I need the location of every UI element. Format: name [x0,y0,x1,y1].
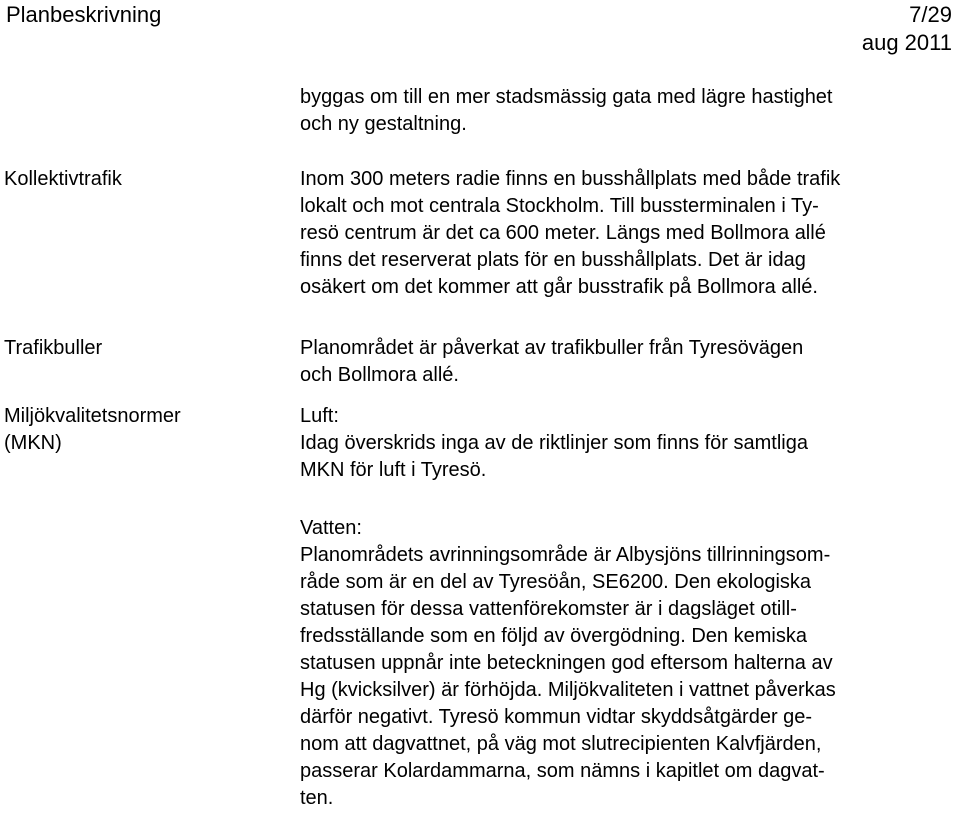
text-line: därför negativt. Tyresö kommun vidtar skyddsåtgärder ge- [300,706,813,728]
text-line: statusen för dessa vattenförekomster är i dagsläget otill- [300,598,797,620]
vatten-heading: Vatten: [300,517,362,539]
paragraph-vatten [300,515,956,812]
paragraph-intro [300,84,956,138]
document-date: aug 2011 [861,30,952,55]
paragraph-kollektivtrafik [300,166,956,301]
text-line: lokalt och mot centrala Stockholm. Till bussterminalen i Ty- [300,195,819,217]
sidebar-heading-mkn-line-2: (MKN) [4,432,62,454]
sidebar-heading-trafikbuller: Trafikbuller [4,337,103,359]
text-line: Planområdets avrinningsområde är Albysjöns tillrinningsom- [300,544,831,566]
text-line: Planområdet är påverkat av trafikbuller från Tyresövägen [300,337,804,359]
luft-heading: Luft: [300,405,339,427]
sidebar-heading-mkn-line-1: Miljökvalitetsnormer [4,405,181,427]
sidebar-heading-kollektivtrafik: Kollektivtrafik [4,168,122,190]
text-line: nom att dagvattnet, på väg mot slutrecipienten Kalvfjärden, [300,733,822,755]
text-line: finns det reserverat plats för en busshållplats. Det är idag [300,249,806,271]
document-title: Planbeskrivning [6,2,162,27]
sidebar-heading-mkn [4,403,284,457]
text-line: Inom 300 meters radie finns en busshållplats med både trafik [300,168,841,190]
text-line: råde som är en del av Tyresöån, SE6200. Den ekologiska [300,571,812,593]
text-line: resö centrum är det ca 600 meter. Längs med Bollmora allé [300,222,826,244]
text-line: statusen uppnår inte beteckningen god eftersom halterna av [300,652,833,674]
text-line: byggas om till en mer stadsmässig gata med lägre hastighet [300,86,833,108]
page-number: 7/29 [909,2,952,27]
text-line: och Bollmora allé. [300,364,459,386]
text-line: och ny gestaltning. [300,113,467,135]
text-line: MKN för luft i Tyresö. [300,459,487,481]
paragraph-luft [300,403,956,484]
text-line: fredsställande som en följd av övergödning. Den kemiska [300,625,807,647]
text-line: passerar Kolardammarna, som nämns i kapitlet om dagvat- [300,760,825,782]
text-line: osäkert om det kommer att går busstrafik på Bollmora allé. [300,276,818,298]
paragraph-trafikbuller [300,335,956,389]
text-line: ten. [300,787,334,809]
text-line: Idag överskrids inga av de riktlinjer som finns för samtliga [300,432,808,454]
text-line: Hg (kvicksilver) är förhöjda. Miljökvaliteten i vattnet påverkas [300,679,836,701]
